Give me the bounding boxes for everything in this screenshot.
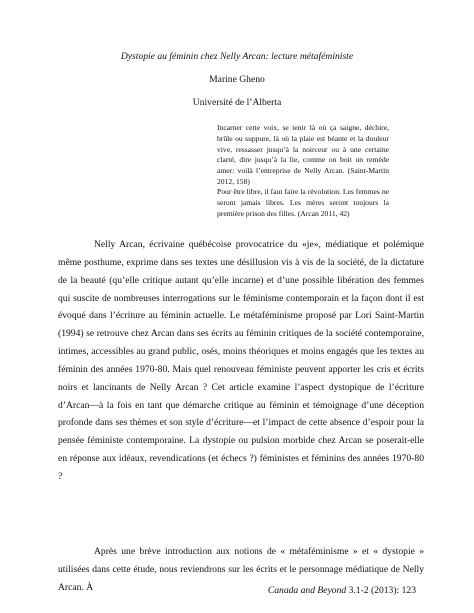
journal-name: Canada and Beyond <box>267 585 347 596</box>
body-paragraph-2: Après une brève introduction aux notions de « métaféminisme » et « dystopie » utilisées dans cette étude, nous reviendrons sur les écrits et le personnage médiatique de Nelly Arcan. À <box>58 546 424 593</box>
author-name: Marine Gheno <box>209 74 265 85</box>
epigraph-quote-2: Pour être libre, il faut faire la révolution. Les femmes ne seront jamais libres. Les mères seront toujours la première prison des filles. (Arcan 2011, 42) <box>217 187 389 218</box>
article-title: Dystopie au féminin chez Nelly Arcan: lecture métaféministe <box>120 51 354 62</box>
journal-citation: 3.1-2 (2013): 123 <box>346 585 416 596</box>
body-paragraph-1: Nelly Arcan, écrivaine québécoise provocatrice du «je», médiatique et polémique même posthume, exprime dans ses textes une désillusion vis à vis de la société, de la dictature de la beauté (qu’elle critique autant qu’elle incarne) et d’une possible libération des femmes qui suscite de nombreuses interrogations sur le féminisme contemporain et la façon dont il est évoqué dans l’écriture au féminin actuelle. Le métaféminisme proposé par Lori Saint-Martin (1994) se retrouve chez Arcan dans ses écrits au féminin critiques de la société contemporaine, intimes, accessibles au grand public, osés, moins théoriques et moins engagés que les textes au féminin des années 1970-80. Mais quel renouveau féministe peuvent apporter les cris et écrits noirs et lancinants de Nelly Arcan ? Cet article examine l’aspect dystopique de l’écriture d’Arcan—à la fois en tant que démarche critique au féminin et témoignage d’une déception profonde dans ses thèmes et son style d’écriture—et l’impact de cette absence d’espoir pour la pensée féministe contemporaine. La dystopie ou pulsion morbide chez Arcan se poserait-elle en réponse aux idéaux, revendications (et échecs ?) féministes et féminins des années 1970-80 ? <box>58 239 424 482</box>
author-affiliation: Université de l’Alberta <box>192 97 282 108</box>
epigraph-quote-1: Incarner cette voix, se tenir là où ça saigne, déchire, brûle ou suppure, là où la plaie est béante et la douleur vive, ressasser jusqu’à la noirceur ou à une certaine clarté, dire jusqu’à la lie, comme on boit un remède amer: voilà l’entreprise de Nelly Arcan. (Saint-Martin 2012, 158) <box>217 123 389 186</box>
page-footer <box>0 585 416 597</box>
